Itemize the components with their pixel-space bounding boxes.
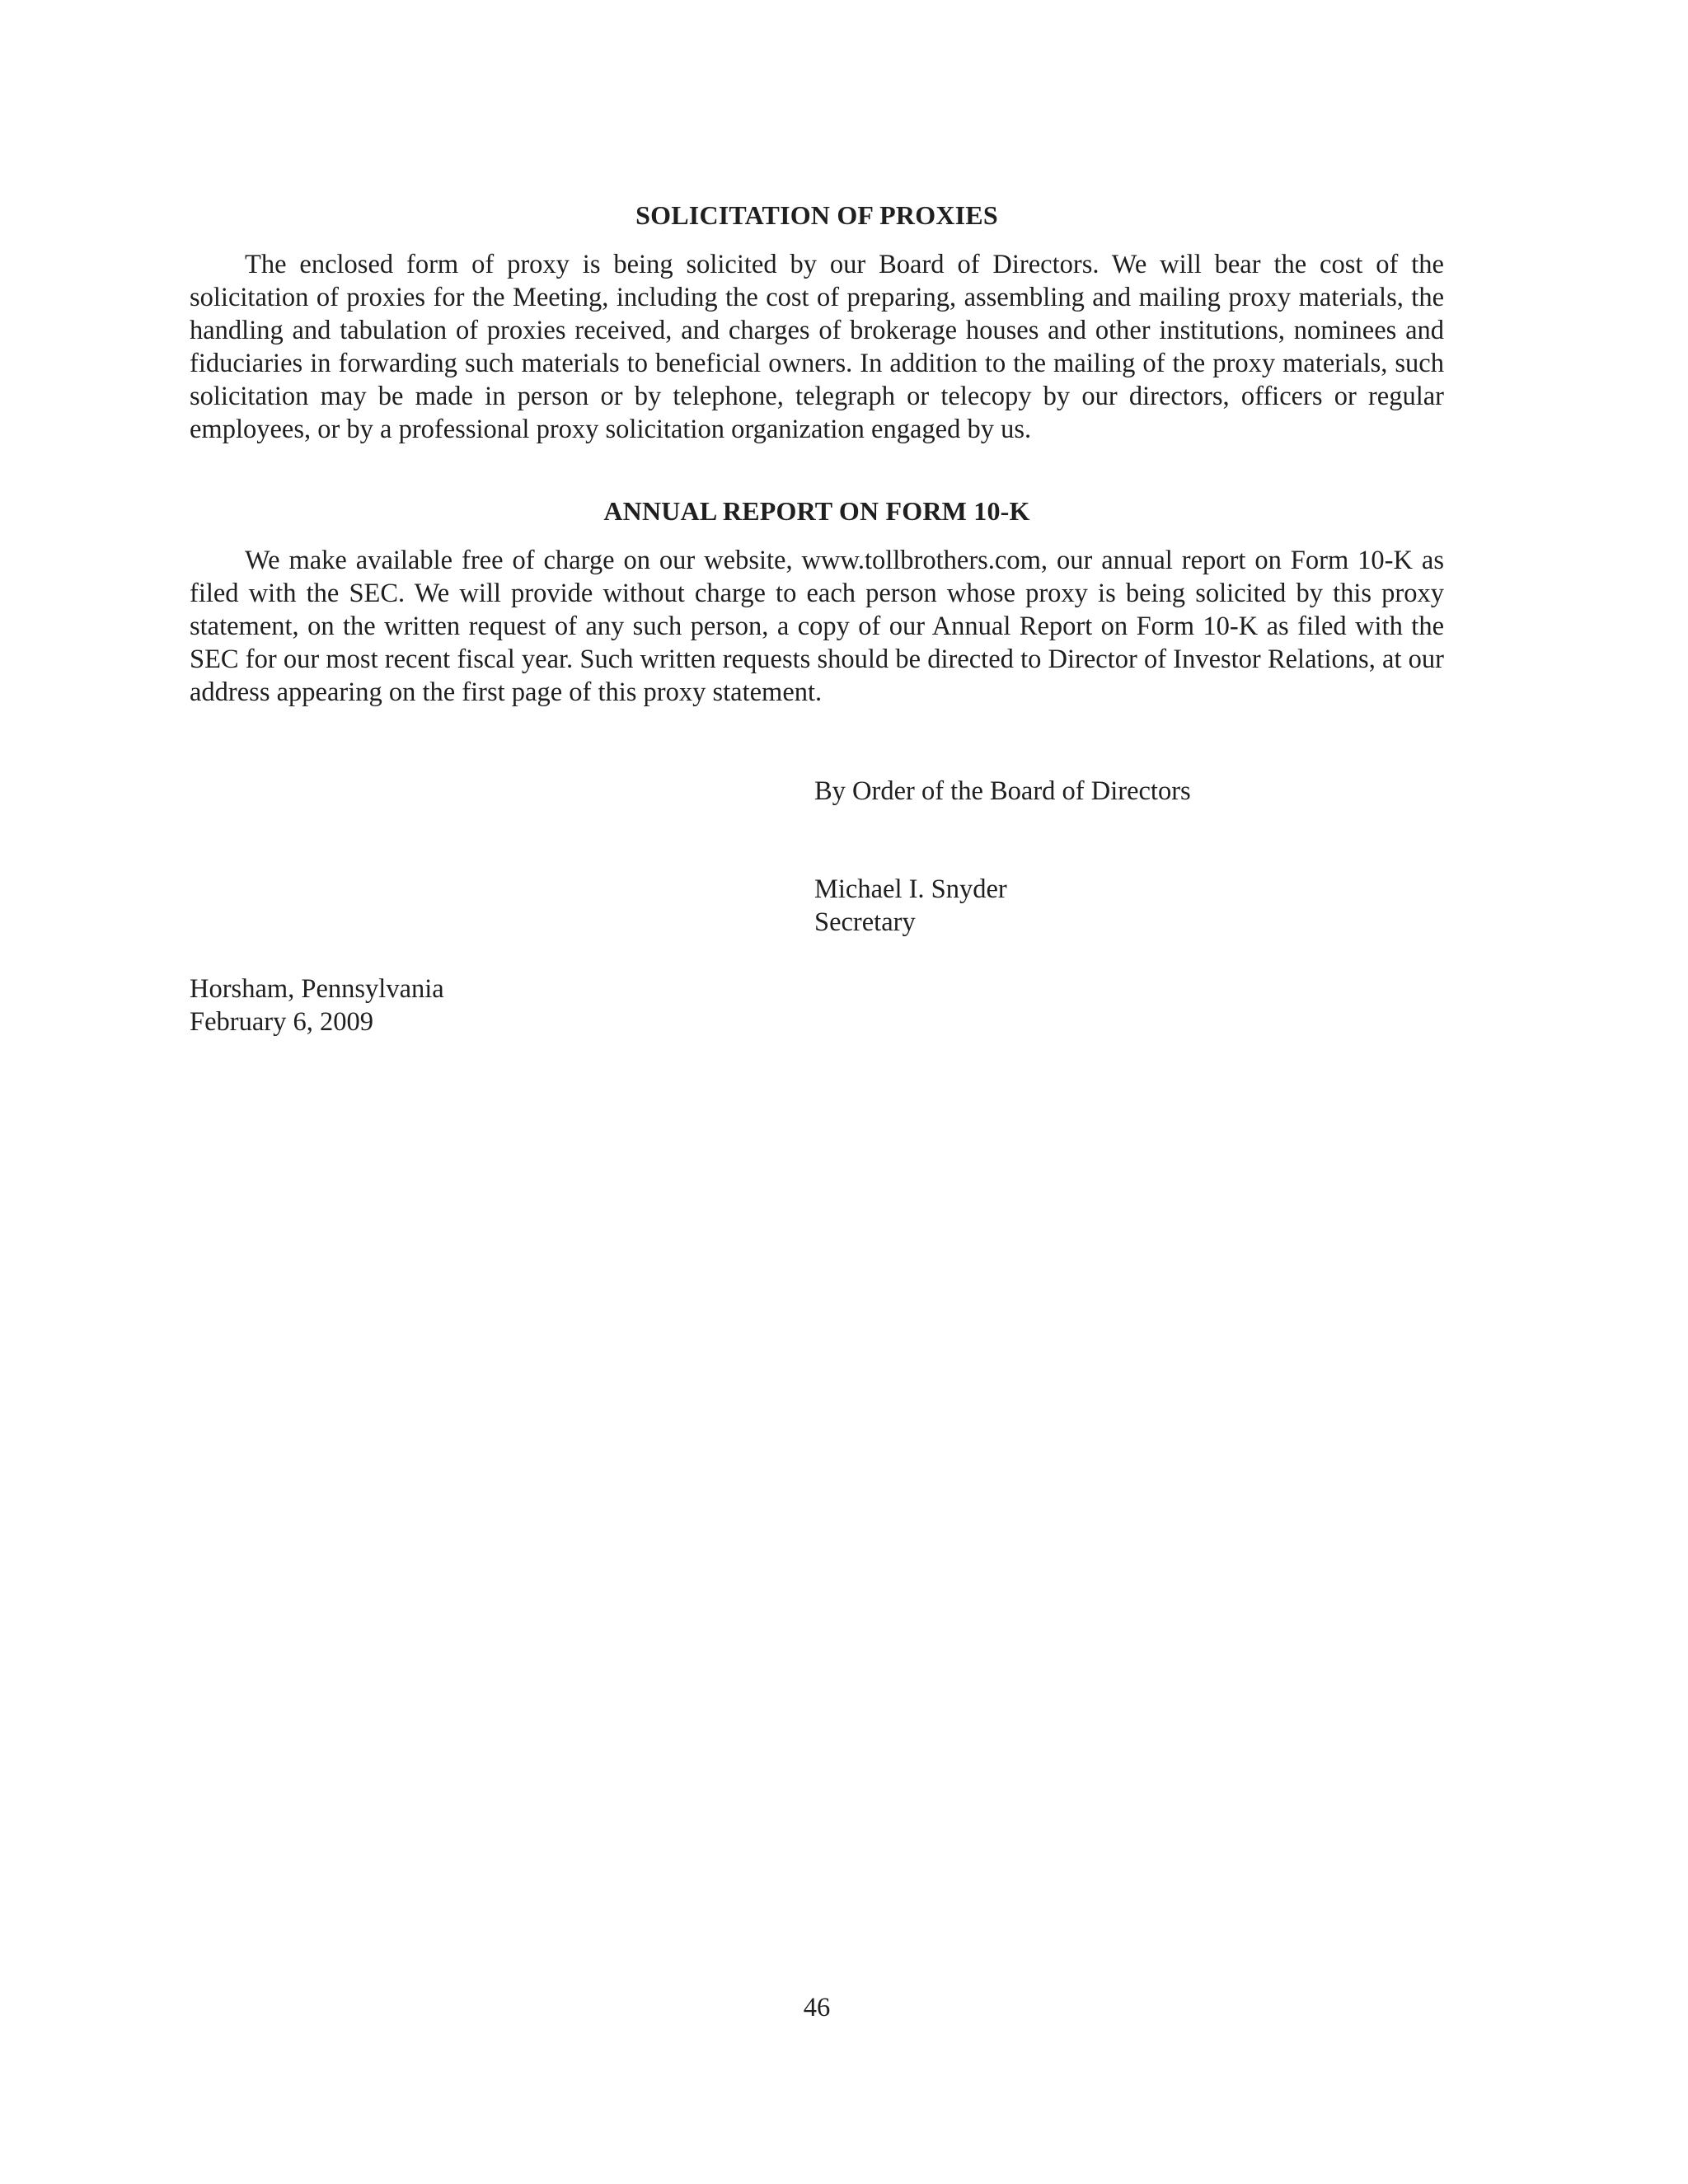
date-line: February 6, 2009 xyxy=(190,1007,373,1037)
section-heading-solicitation: SOLICITATION OF PROXIES xyxy=(635,200,998,230)
page-number: 46 xyxy=(803,1993,831,2022)
solicitation-paragraph: The enclosed form of proxy is being solicited by our Board of Directors. We will bear the cost of the solicitation of proxies for the Meeting, including the cost of preparing, assembling and mailing proxy materials, the handling and tabulation of proxies received, and charges of brokerage houses and other institutions, nominees and fiduciaries in forwarding such materials to beneficial owners. In addition to the mailing of the proxy materials, such solicitation may be made in person or by telephone, telegraph or telecopy by our directors, officers or regular employees, or by a professional proxy solicitation organization engaged by us. xyxy=(190,250,1444,444)
section-heading-annual-report: ANNUAL REPORT ON FORM 10-K xyxy=(603,496,1030,526)
place-line: Horsham, Pennsylvania xyxy=(190,974,444,1004)
signatory-name: Michael I. Snyder xyxy=(814,874,1007,904)
signatory-title: Secretary xyxy=(814,907,916,937)
annual-report-paragraph: We make available free of charge on our website, www.tollbrothers.com, our annual report on Form 10-K as filed with the SEC. We will provide without charge to each person whose proxy is being solicited by this proxy statement, on the written request of any such person, a copy of our Annual Report on Form 10-K as filed with the SEC for our most recent fiscal year. Such written requests should be directed to Director of Investor Relations, at our address appearing on the first page of this proxy statement. xyxy=(190,546,1444,707)
signature-order-line: By Order of the Board of Directors xyxy=(814,776,1191,806)
